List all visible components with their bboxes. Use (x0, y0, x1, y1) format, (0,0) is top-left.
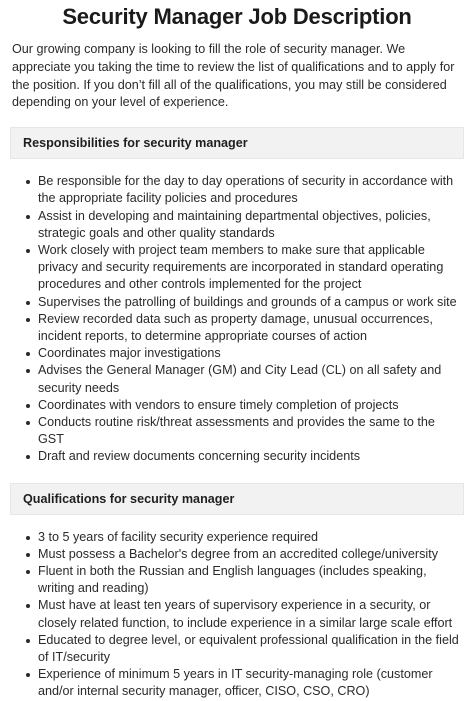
bullet-icon (26, 404, 30, 408)
list-item-text: Supervises the patrolling of buildings and grounds of a campus or work site (38, 294, 457, 309)
list-item-text: Assist in developing and maintaining departmental objectives, policies, strategic goals and other quality standards (38, 208, 431, 240)
list-item-text: Be responsible for the day to day operations of security in accordance with the appropriate facility policies and procedures (38, 174, 454, 206)
list-item (16, 294, 464, 311)
list-item-text: Work closely with project team members to make sure that applicable privacy and security requirements are incorporated in standard operating procedures and other controls implemented for the project (38, 243, 444, 292)
bullet-icon (26, 673, 30, 677)
list-item-text: 3 to 5 years of facility security experience required (38, 529, 318, 544)
list-item-text: Must have at least ten years of supervisory experience in a security, or closely related function, to include experience in a similar large scale effort (38, 598, 453, 630)
list-item (16, 529, 464, 546)
list-item (16, 173, 464, 207)
qualifications-list (10, 529, 464, 701)
responsibilities-header (10, 127, 464, 159)
list-item (16, 546, 464, 563)
list-item (16, 414, 464, 448)
list-item (16, 632, 464, 666)
list-item-text: Fluent in both the Russian and English languages (includes speaking, writing and reading) (38, 564, 427, 596)
responsibilities-heading: Responsibilities for security manager (23, 136, 248, 151)
list-item (16, 397, 464, 414)
list-item (16, 242, 464, 294)
list-item-text: Experience of minimum 5 years in IT security-managing role (customer and/or internal security manager, officer, CISO, CSO, CRO) (38, 667, 433, 699)
bullet-icon (26, 318, 30, 322)
intro-paragraph: Our growing company is looking to fill the role of security manager. We appreciate you taking the time to review the list of qualifications and to apply for the position. If you don’t fill all of the qualifications, you may still be considered depending on your level of experience. (12, 42, 455, 110)
bullet-icon (26, 570, 30, 574)
qualifications-header (10, 483, 464, 515)
bullet-icon (26, 639, 30, 643)
responsibilities-list (10, 173, 464, 465)
bullet-icon (26, 249, 30, 253)
list-item (16, 448, 464, 465)
bullet-icon (26, 215, 30, 219)
list-item-text: Advises the General Manager (GM) and City Lead (CL) on all safety and security needs (38, 363, 442, 395)
list-item (16, 666, 464, 700)
list-item-text: Conducts routine risk/threat assessments and provides the same to the GST (38, 415, 435, 447)
list-item-text: Coordinates with vendors to ensure timely completion of projects (38, 397, 399, 412)
bullet-icon (26, 604, 30, 608)
bullet-icon (26, 352, 30, 356)
bullet-icon (26, 421, 30, 425)
list-item-text: Coordinates major investigations (38, 346, 221, 361)
list-item (16, 345, 464, 362)
list-item (16, 208, 464, 242)
list-item-text: Review recorded data such as property damage, unusual occurrences, incident reports, to determine appropriate courses of action (38, 311, 433, 344)
list-item-text: Educated to degree level, or equivalent professional qualification in the field of IT/security (38, 632, 459, 665)
bullet-icon (26, 180, 30, 184)
list-item (16, 597, 464, 631)
page-title: Security Manager Job Description (62, 4, 412, 29)
bullet-icon (26, 536, 30, 540)
bullet-icon (26, 455, 30, 459)
bullet-icon (26, 553, 30, 557)
bullet-icon (26, 301, 30, 305)
qualifications-heading: Qualifications for security manager (23, 491, 235, 506)
bullet-icon (26, 369, 30, 373)
list-item (16, 563, 464, 597)
list-item (16, 311, 464, 345)
list-item (16, 362, 464, 396)
list-item-text: Draft and review documents concerning security incidents (38, 449, 360, 464)
list-item-text: Must possess a Bachelor's degree from an accredited college/university (38, 546, 439, 561)
